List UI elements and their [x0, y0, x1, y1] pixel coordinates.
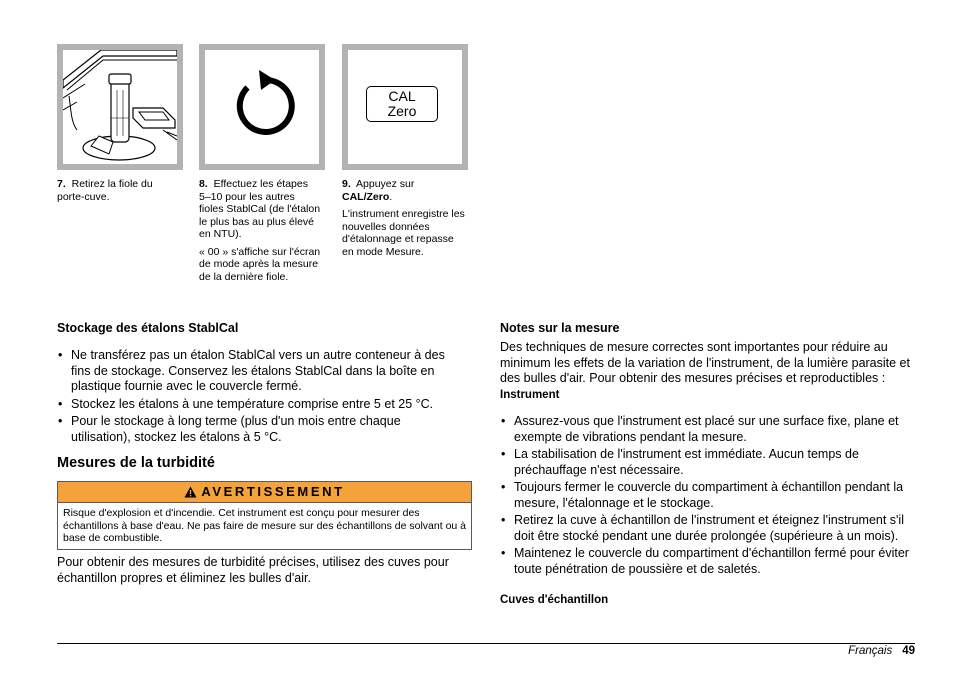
- list-item: • Pour le stockage à long terme (plus d'un mois entre chaque utilisation), stockez les étalons à 5 °C.: [57, 414, 461, 445]
- step-8-number: 8.: [199, 178, 208, 190]
- warning-box: [57, 481, 472, 550]
- cells-heading: Cuves d'échantillon: [500, 594, 609, 606]
- step-8-result: « 00 » s'affiche sur l'écran de mode après la mesure de la dernière fiole.: [199, 245, 321, 283]
- vial-removal-icon: [63, 50, 177, 164]
- list-item: • Stockez les étalons à une température comprise entre 5 et 25 °C.: [57, 397, 461, 413]
- notes-heading: Notes sur la mesure: [500, 321, 620, 335]
- list-item: • La stabilisation de l'instrument est immédiate. Aucun temps de préchauffage n'est nécessaire.: [500, 447, 914, 478]
- step-9-number: 9.: [342, 178, 351, 190]
- list-item: • Ne transférez pas un étalon StablCal vers un autre conteneur à des fins de stockage. Conservez les étalons StablCal dans la boîte en plastique fournie avec le couvercle fermé.: [57, 348, 461, 395]
- turbidity-paragraph: Pour obtenir des mesures de turbidité précises, utilisez des cuves pour échantillon propres et éliminez les bulles d'air.: [57, 555, 449, 585]
- notes-paragraph: Des techniques de mesure correctes sont importantes pour réduire au minimum les effets de la variation de l'instrument, de la lumière parasite et des bulles d'air. Pour obtenir des mesures précises et reproductibles :: [500, 340, 910, 385]
- list-item: • Retirez la cuve à échantillon de l'instrument et éteignez l'instrument s'il doit être stocké pendant une durée prolongée (supérieure à un mois).: [500, 513, 914, 544]
- repeat-arrow-icon: [205, 50, 319, 164]
- instrument-heading: Instrument: [500, 389, 560, 401]
- step-9-period: .: [389, 190, 393, 203]
- step-7-caption: [57, 178, 181, 208]
- page-number: 49: [902, 645, 915, 657]
- warning-triangle-icon: [184, 484, 197, 504]
- storage-heading: Stockage des étalons StablCal: [57, 321, 239, 335]
- step-9-key: CAL/Zero: [342, 190, 390, 203]
- step-8-illustration: [199, 44, 325, 170]
- list-item: • Toujours fermer le couvercle du compartiment à échantillon pendant la mesure, l'étalonnage et le stockage.: [500, 480, 914, 511]
- page-footer: [848, 644, 915, 658]
- step-9-illustration: [342, 44, 468, 170]
- step-8-caption: [199, 178, 321, 288]
- step-8-text: Effectuez les étapes 5–10 pour les autres fioles StablCal (de l'étalon le plus bas au plus élevé en NTU).: [199, 178, 321, 240]
- footer-rule: [57, 643, 915, 644]
- list-item: • Maintenez le couvercle du compartiment d'échantillon fermé pour éviter toute pénétration de poussière et de saletés.: [500, 546, 914, 577]
- cal-zero-key: [366, 86, 438, 122]
- instrument-list: [500, 414, 914, 579]
- cal-key-label: CAL: [388, 88, 416, 104]
- step-7-text: Retirez la fiole du porte-cuve.: [57, 178, 153, 203]
- warning-label: AVERTISSEMENT: [201, 484, 345, 499]
- warning-text: Risque d'explosion et d'incendie. Cet instrument est conçu pour mesurer des échantillons à base d'eau. Ne pas faire de mesure sur des échantillons de solvant ou à base de combustible.: [63, 507, 467, 544]
- footer-language: Français: [848, 645, 893, 657]
- warning-header: [58, 482, 471, 503]
- turbidity-heading: Mesures de la turbidité: [57, 455, 215, 471]
- storage-list: [57, 348, 461, 447]
- step-7-number: 7.: [57, 178, 66, 190]
- zero-key-label: Zero: [387, 103, 417, 119]
- list-item: • Assurez-vous que l'instrument est placé sur une surface fixe, plane et exempte de vibrations pendant la mesure.: [500, 414, 914, 445]
- step-7-illustration: [57, 44, 183, 170]
- step-9-caption: [342, 178, 466, 263]
- step-9-text: Appuyez sur: [356, 178, 415, 190]
- step-9-result: L'instrument enregistre les nouvelles données d'étalonnage et repasse en mode Mesure.: [342, 208, 465, 258]
